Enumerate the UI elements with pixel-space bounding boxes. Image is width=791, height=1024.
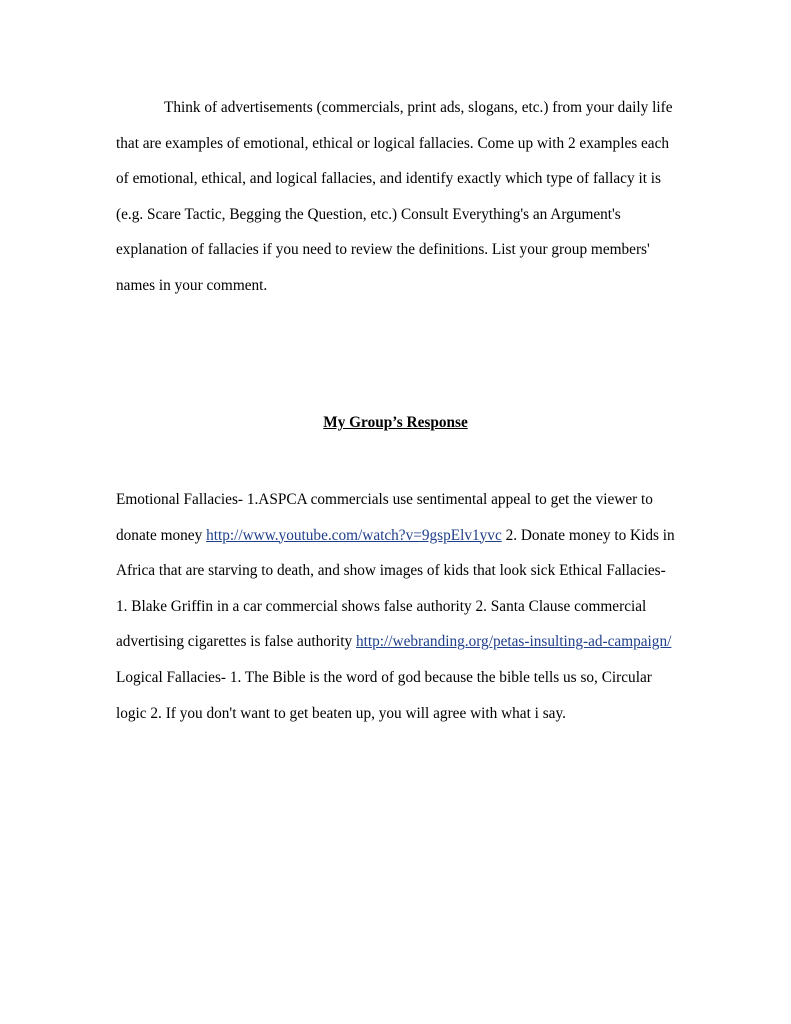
response-text-segment: Logical Fallacies- 1. The Bible is the word of god because the bible tells us so, Circular logic 2. If you don't want to get beaten up, you will agree with what i say.	[116, 668, 652, 722]
response-text-segment: 2. Donate money to Kids in Africa that are starving to death, and show images of kids that look sick Ethical Fallacies- 1. Blake Griffin in a car commercial shows false authority 2. Santa Clause commercial advertising cigarettes is false authority	[116, 526, 675, 651]
response-body	[116, 482, 676, 731]
youtube-link[interactable]: http://www.youtube.com/watch?v=9gspElv1yvc	[206, 526, 502, 544]
assignment-prompt: Think of advertisements (commercials, print ads, slogans, etc.) from your daily life that are examples of emotional, ethical or logical fallacies. Come up with 2 examples each of emotional, ethical, and logical fallacies, and identify exactly which type of fallacy it is (e.g. Scare Tactic, Begging the Question, etc.) Consult Everything's an Argument's explanation of fallacies if you need to review the definitions. List your group members' names in your comment.	[116, 99, 673, 294]
webranding-link[interactable]: http://webranding.org/petas-insulting-ad-campaign/	[356, 633, 672, 651]
response-text-segment: Emotional Fallacies- 1.ASPCA commercials use sentimental appeal to get the viewer to donate money	[116, 491, 653, 544]
response-heading: My Group’s Response	[323, 414, 468, 431]
